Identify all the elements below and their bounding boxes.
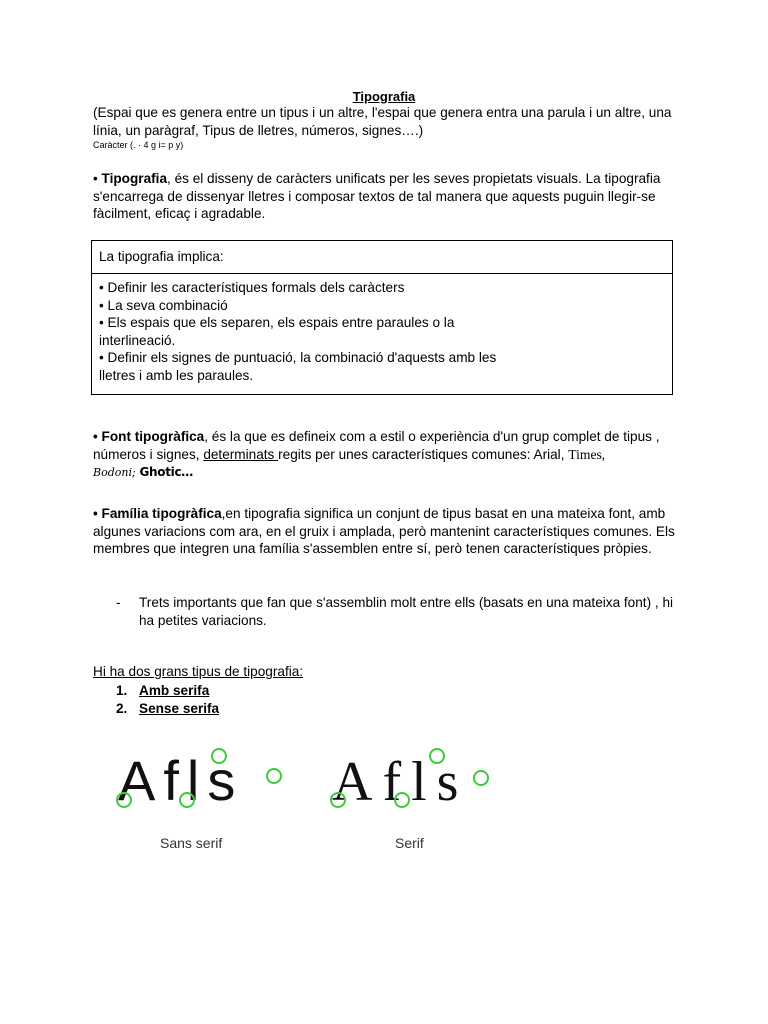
list-number: 2. (116, 700, 128, 716)
font-text-a: , és la que es defineix com a estil o experiència d'un grup complet de tipus , números i signes, (93, 429, 660, 462)
term-familia-tipografica: • Família tipogràfica (93, 506, 222, 521)
list-label: Sense serifa (139, 700, 220, 716)
list-item (116, 682, 219, 700)
implications-list (99, 279, 659, 385)
sans-serif-word: Afls (118, 749, 244, 812)
underlined-word: determinats (203, 446, 279, 462)
serif-word: Afls (332, 751, 469, 813)
marker-circle (267, 769, 281, 783)
character-note: Caràcter (. · 4 g i= p y) (93, 140, 184, 150)
tipografia-paragraph (93, 170, 678, 223)
intro-paragraph: (Espai que es genera entre un tipus i un altre, l'espai que genera entra una parula i un altre, una línia, un paràgraf, Tipus de lletres, números, signes….) (93, 105, 672, 138)
list-label: Amb serifa (139, 683, 210, 698)
familia-definition: ,en tipografia significa un conjunt de tipus basat en una mateixa font, amb algunes variacions com ara, en el gruix i amplada, però mantenint característiques comunes. Els membres que integren una família s'assemblen entre sí, però tenen característiques pròpies. (93, 506, 675, 557)
dash-marker: - (116, 595, 121, 610)
list-item: • La seva combinació (99, 297, 228, 313)
serif-comparison-figure (100, 738, 520, 858)
page-title: Tipografia (352, 89, 416, 104)
ghotic-sample: Ghotic… (139, 465, 193, 480)
marker-circle (474, 771, 488, 785)
bodoni-sample: Bodoni; (93, 466, 136, 480)
list-number: 1. (116, 683, 128, 698)
tipografia-definition: , és el disseny de caràcters unificats per les seves propietats visuals. La tipografia s'encarrega de dissenyar lletres i composar textos de tal manera que aquests puguin llegir-se fàcilment, eficaç i agradable. (93, 171, 661, 222)
sans-serif-caption: Sans serif (160, 835, 223, 851)
list-item (116, 700, 219, 718)
times-sample: Times, (568, 446, 606, 462)
term-font-tipografica: • Font tipogràfica (93, 429, 205, 444)
types-list (116, 682, 219, 717)
list-item: • Els espais que els separen, els espais entre paraules o la interlineació. (99, 315, 455, 348)
implications-header-text: La tipografia implica: (99, 249, 224, 264)
two-types-heading: Hi ha dos grans tipus de tipografia: (93, 664, 304, 679)
serif-caption: Serif (395, 835, 424, 851)
term-tipografia: Tipografia (101, 171, 168, 186)
implications-box-header (92, 241, 672, 274)
dash-item-text: Trets importants que fan que s'assemblin molt entre ells (basats en una mateixa font) , hi ha petites variacions. (139, 595, 674, 628)
font-text-b: regits per unes característiques comunes: Arial, (278, 446, 569, 462)
implications-box (91, 240, 673, 395)
list-item: • Definir els signes de puntuació, la combinació d'aquests amb les lletres i amb les paraules. (99, 350, 497, 383)
list-item: • Definir les característiques formals dels caràcters (99, 280, 405, 295)
familia-paragraph (93, 505, 683, 558)
font-paragraph (93, 428, 683, 482)
bullet: • (93, 171, 102, 186)
serif-sample (332, 751, 468, 851)
